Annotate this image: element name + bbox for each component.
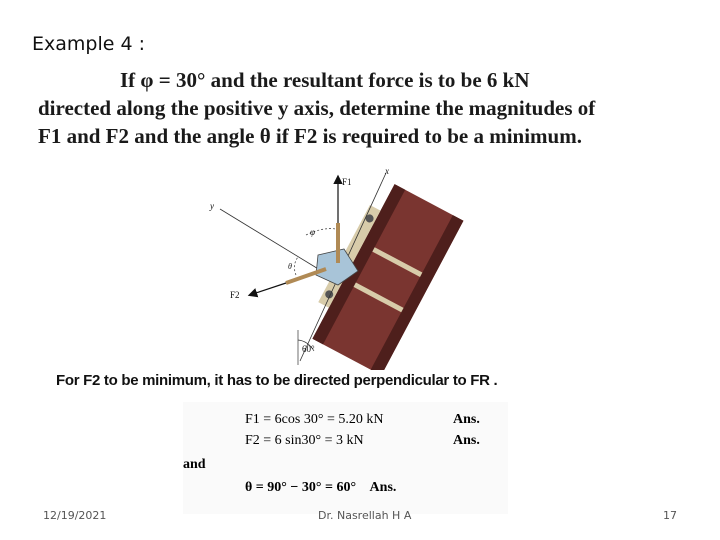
minimum-condition-statement: For F2 to be minimum, it has to be directed perpendicular to FR . — [56, 372, 498, 389]
f1-answer-tag: Ans. — [453, 412, 480, 427]
theta-equation: θ = 90° − 30° = 60° — [245, 480, 357, 495]
f1-equation: F1 = 6cos 30° = 5.20 kN — [245, 412, 384, 427]
theta-answer-tag: Ans. — [369, 480, 397, 495]
and-label: and — [183, 457, 206, 472]
problem-line-1: If φ = 30° and the resultant force is to be 6 kN — [120, 68, 530, 92]
footer-page-number: 17 — [663, 509, 677, 522]
problem-line-3: F1 and F2 and the angle θ if F2 is required to be a minimum. — [38, 124, 582, 148]
theta-label: θ — [288, 262, 292, 271]
f2-equation-line — [245, 433, 480, 449]
y-axis-line — [220, 209, 320, 270]
force-diagram — [200, 165, 500, 370]
f2-equation: F2 = 6 sin30° = 3 kN — [245, 433, 364, 448]
f2-label: F2 — [230, 290, 240, 300]
problem-statement — [38, 66, 658, 150]
f2-answer-tag: Ans. — [453, 433, 480, 448]
footer-date: 12/19/2021 — [43, 509, 107, 522]
f1-label: F1 — [342, 177, 352, 187]
phi-label: φ — [310, 227, 315, 237]
f1-equation-line — [245, 412, 480, 428]
x-axis-label: x — [385, 166, 389, 176]
problem-line-2: directed along the positive y axis, determine the magnitudes of — [38, 96, 596, 120]
y-axis-label: y — [210, 201, 214, 211]
theta-equation-line — [245, 480, 396, 496]
footer-author: Dr. Nasrellah H A — [318, 509, 412, 522]
theta-arc — [294, 257, 298, 275]
angle-label-60: 60° — [302, 344, 315, 354]
solution-box — [183, 402, 508, 514]
f2-arrow — [250, 283, 286, 295]
slide-title: Example 4 : — [32, 33, 145, 55]
